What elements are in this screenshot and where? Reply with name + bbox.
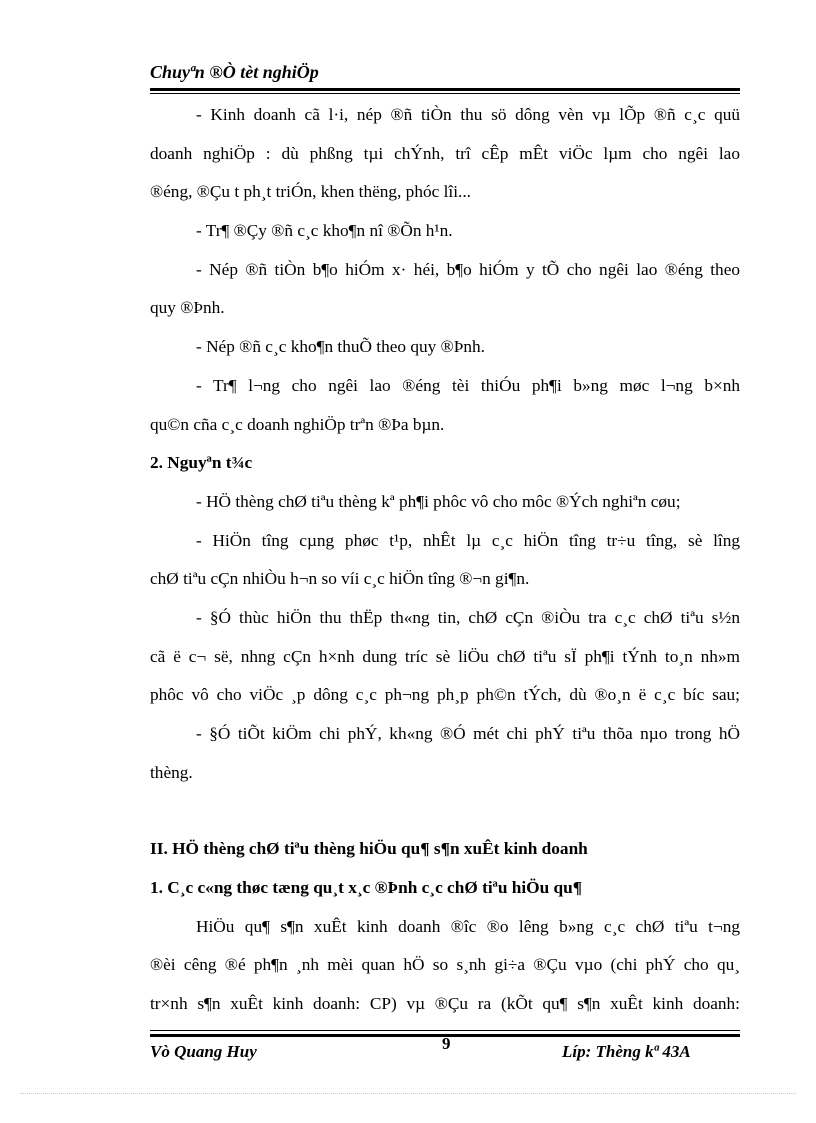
paragraph-line: - Nép ®ñ tiÒn b¶o hiÓm x· héi, b¶o hiÓm y tÕ cho ngêi lao ®éng theo: [196, 259, 740, 279]
paragraph-line: - Nép ®ñ c¸c kho¶n thuÕ theo quy ®Þnh.: [196, 337, 485, 357]
header-rule-thick: [150, 88, 740, 91]
page-header-title: Chuyªn ®Ò tèt nghiÖp: [150, 62, 319, 82]
page-number: 9: [442, 1034, 451, 1053]
paragraph-line: ®èi cêng ®é ph¶n ¸nh mèi quan hÖ so s¸nh gi÷a ®Çu vµo (chi phÝ cho qu¸: [150, 955, 740, 975]
page-break-divider: [20, 1093, 796, 1094]
paragraph-line: - Kinh doanh cã l·i, nép ®ñ tiÒn thu sö dông vèn vµ lÕp ®ñ c¸c quü: [196, 105, 740, 124]
paragraph-line: thèng.: [150, 762, 193, 782]
paragraph-line: qu©n cña c¸c doanh nghiÖp trªn ®Þa bµn.: [150, 414, 445, 434]
footer-author: Vò Quang Huy: [150, 1042, 257, 1061]
body-text: [150, 96, 740, 1024]
footer-class: Líp: Thèng kª 43A: [562, 1042, 691, 1061]
paragraph-line: tr×nh s¶n xuÊt kinh doanh: CP) vµ ®Çu ra (kÕt qu¶ s¶n xuÊt kinh doanh:: [150, 994, 740, 1014]
paragraph-gap: [150, 792, 740, 830]
paragraph-line: cã ë c¬ së, nhng cÇn h×nh dung tríc sè liÖu chØ tiªu sÏ ph¶i tÝnh to¸n nh»m: [150, 646, 740, 666]
section-heading: 2. Nguyªn t¾c: [150, 453, 253, 473]
paragraph-line: - HiÖn tîng cµng phøc t¹p, nhÊt lµ c¸c hiÖn tîng tr÷u tîng, sè lîng: [196, 530, 740, 550]
header-rule-thin: [150, 93, 740, 94]
section-heading: 1. C¸c c«ng thøc tæng qu¸t x¸c ®Þnh c¸c chØ tiªu hiÖu qu¶: [150, 878, 583, 898]
footer-rule-thin: [150, 1030, 740, 1031]
paragraph-line: - HÖ thèng chØ tiªu thèng kª ph¶i phôc vô cho môc ®Ých nghiªn cøu;: [196, 491, 681, 511]
paragraph-line: - Tr¶ ®Çy ®ñ c¸c kho¶n nî ®Õn h¹n.: [196, 221, 453, 241]
paragraph-line: chØ tiªu cÇn nhiÒu h¬n so víi c¸c hiÖn tîng ®¬n gi¶n.: [150, 569, 530, 589]
paragraph-line: quy ®Þnh.: [150, 298, 225, 318]
paragraph-line: - Tr¶ l¬ng cho ngêi lao ®éng tèi thiÓu ph¶i b»ng møc l¬ng b×nh: [196, 375, 740, 395]
paragraph-line: doanh nghiÖp : dù phßng tµi chÝnh, trî cÊp mÊt viÖc lµm cho ngêi lao: [150, 143, 740, 163]
paragraph-line: - §Ó thùc hiÖn thu thËp th«ng tin, chØ cÇn ®iÒu tra c¸c chØ tiªu s½n: [196, 607, 740, 627]
paragraph-line: ®éng, ®Çu t ph¸t triÓn, khen thëng, phóc lîi...: [150, 182, 471, 202]
paragraph-line: HiÖu qu¶ s¶n xuÊt kinh doanh ®îc ®o lêng b»ng c¸c chØ tiªu t¬ng: [196, 916, 740, 936]
chapter-heading: II. HÖ thèng chØ tiªu thèng hiÖu qu¶ s¶n xuÊt kinh doanh: [150, 839, 588, 859]
paragraph-line: - §Ó tiÕt kiÖm chi phÝ, kh«ng ®Ó mét chi phÝ tiªu thõa nµo trong hÖ: [196, 724, 740, 743]
paragraph-line: phôc vô cho viÖc ¸p dông c¸c ph¬ng ph¸p ph©n tÝch, dù ®o¸n ë c¸c bíc sau;: [150, 685, 740, 705]
